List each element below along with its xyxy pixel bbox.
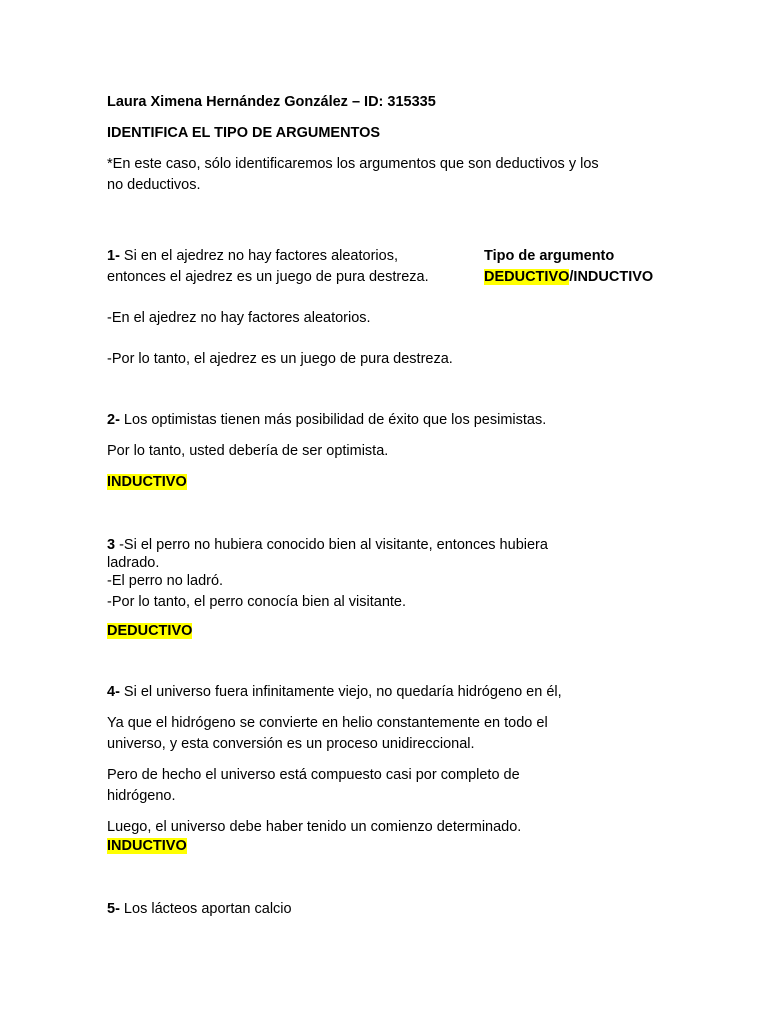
q1-conclusion: -Por lo tanto, el ajedrez es un juego de pura destreza. (107, 351, 453, 367)
author-line: Laura Ximena Hernández González – ID: 315335 (107, 94, 436, 110)
q2-answer (107, 472, 187, 492)
argument-type-label: Tipo de argumento (484, 248, 615, 264)
q1-number: 1- (107, 248, 120, 264)
q1-premise: -En el ajedrez no hay factores aleatorios. (107, 310, 371, 326)
q1-answer-highlight: DEDUCTIVO (484, 269, 570, 285)
q3-statement-line-3: -El perro no ladró. (107, 573, 224, 589)
q4-statement-line-3: universo, y esta conversión es un proceso unidireccional. (107, 736, 475, 752)
q2-statement-line-1 (107, 410, 546, 430)
q4-text-1: Si el universo fuera infinitamente viejo, no quedaría hidrógeno en él, (119, 684, 562, 700)
q3-number: 3 (107, 537, 116, 553)
q2-answer-highlight: INDUCTIVO (107, 474, 187, 490)
intro-text-line-2: no deductivos. (107, 177, 201, 193)
q4-number: 4- (107, 684, 120, 700)
q4-statement-line-6: Luego, el universo debe haber tenido un comienzo determinado. (107, 819, 522, 835)
q4-statement-line-2: Ya que el hidrógeno se convierte en helio constantemente en todo el (107, 715, 548, 731)
q3-answer-highlight: DEDUCTIVO (107, 623, 193, 639)
document-title: IDENTIFICA EL TIPO DE ARGUMENTOS (107, 125, 381, 141)
q3-statement-line-4: -Por lo tanto, el perro conocía bien al visitante. (107, 594, 407, 610)
intro-text-line-1: *En este caso, sólo identificaremos los argumentos que son deductivos y los (107, 156, 599, 172)
q2-text-1: Los optimistas tienen más posibilidad de éxito que los pesimistas. (119, 412, 547, 428)
q4-answer (107, 836, 187, 856)
q1-text-1: Si en el ajedrez no hay factores aleatorios, (119, 248, 398, 264)
q3-text-1: -Si el perro no hubiera conocido bien al visitante, entonces hubiera (115, 537, 548, 553)
q1-statement-line-2: entonces el ajedrez es un juego de pura destreza. (107, 269, 429, 285)
q1-statement-line-1 (107, 246, 398, 266)
q1-answer (484, 267, 653, 287)
q4-statement-line-1 (107, 682, 562, 702)
q5-statement-line-1 (107, 899, 292, 919)
q4-statement-line-5: hidrógeno. (107, 788, 176, 804)
q5-number: 5- (107, 901, 120, 917)
q1-answer-rest: /INDUCTIVO (569, 269, 654, 285)
q5-text-1: Los lácteos aportan calcio (119, 901, 292, 917)
q2-number: 2- (107, 412, 120, 428)
q3-statement-line-1 (107, 535, 548, 555)
q4-answer-highlight: INDUCTIVO (107, 838, 187, 854)
q3-statement-line-2: ladrado. (107, 555, 160, 571)
q2-statement-line-2: Por lo tanto, usted debería de ser optimista. (107, 443, 389, 459)
q3-answer (107, 621, 192, 641)
q4-statement-line-4: Pero de hecho el universo está compuesto casi por completo de (107, 767, 520, 783)
